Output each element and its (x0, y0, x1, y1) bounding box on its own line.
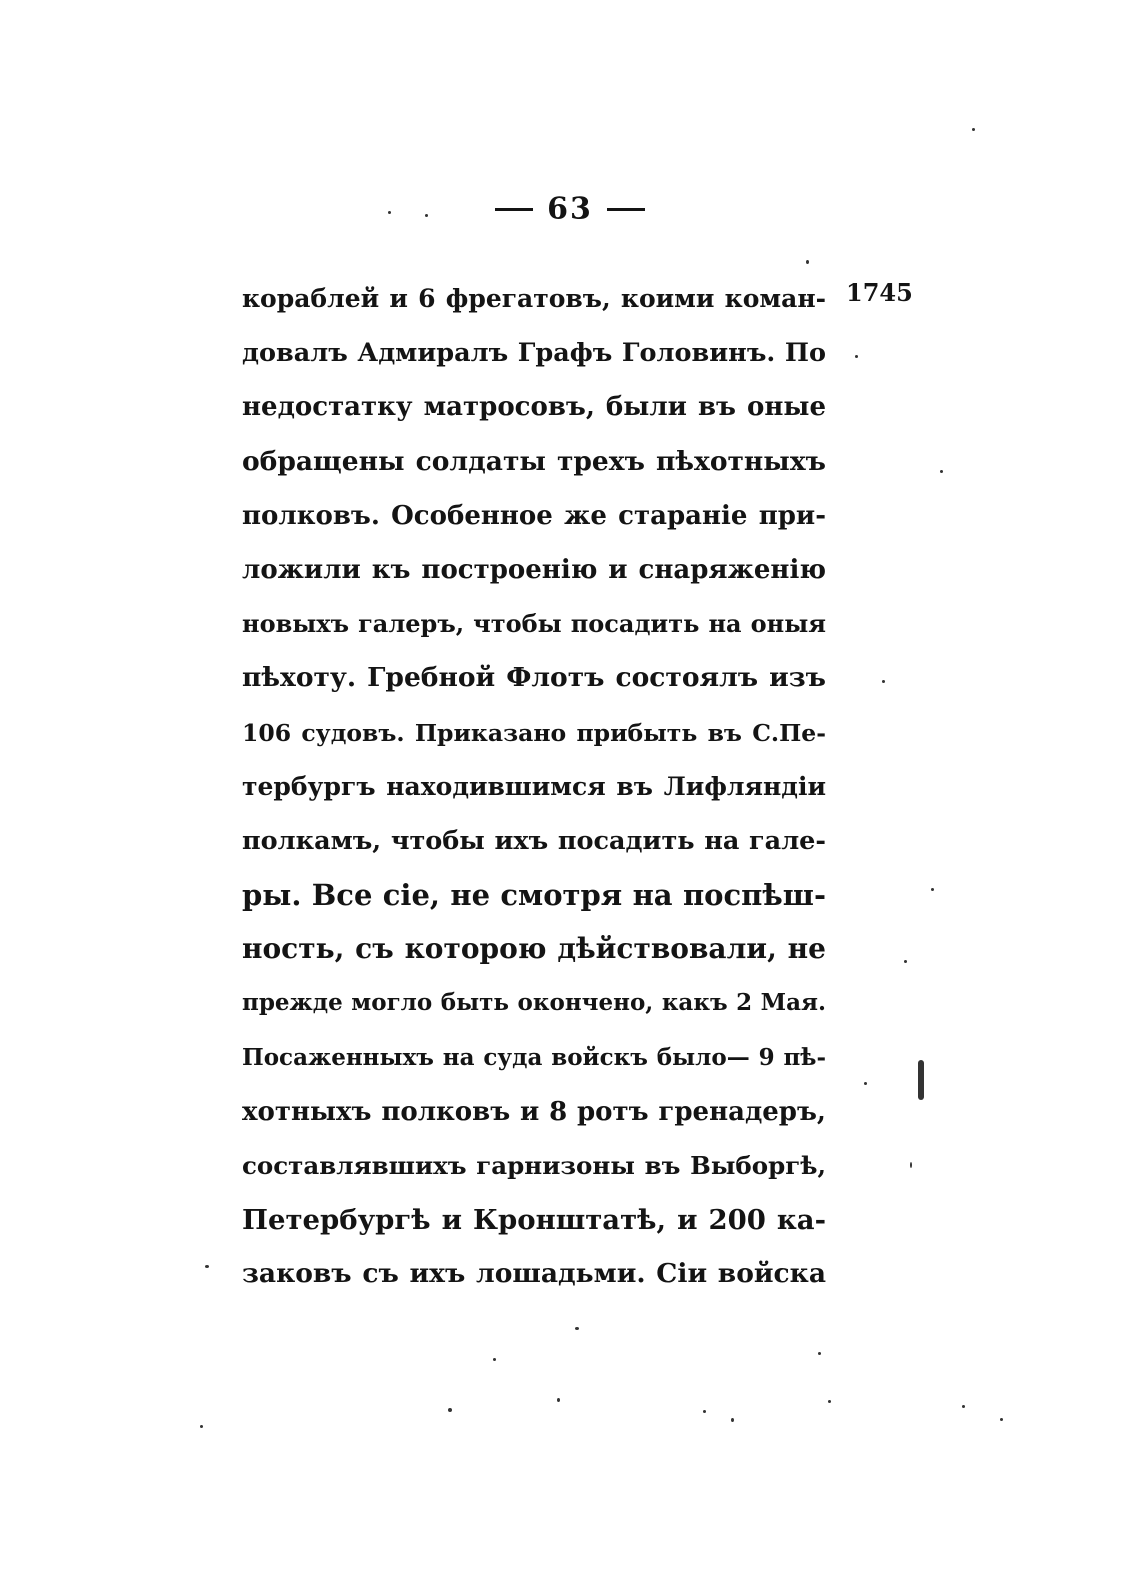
text-line: полкамъ, чтобы ихъ посадить на гале- (242, 825, 826, 856)
scan-speck (828, 1400, 831, 1403)
scan-speck (818, 1352, 821, 1355)
text-line: пѣхоту. Гребной Флотъ состоялъ изъ (242, 662, 826, 694)
scan-speck (388, 211, 391, 214)
page-header (0, 190, 1140, 227)
scan-speck (806, 260, 809, 264)
scan-speck (575, 1327, 579, 1330)
text-line: ложили къ построенію и снаряженію (242, 554, 826, 585)
left-dash (495, 208, 533, 211)
text-line: обращены солдаты трехъ пѣхотныхъ (242, 445, 826, 477)
scan-speck (918, 1060, 924, 1100)
text-line: новыхъ галеръ, чтобы посадить на оныя (242, 609, 826, 639)
text-line: 106 судовъ. Приказано прибыть въ С.Пе- (242, 718, 826, 747)
scan-speck (425, 214, 428, 217)
text-line: полковъ. Особенное же стараніе при- (242, 500, 826, 531)
scan-speck (200, 1425, 203, 1428)
text-line: Посаженныхъ на суда войскъ было— 9 пѣ- (242, 1043, 826, 1071)
scan-speck (910, 1162, 912, 1168)
text-line: составлявшихъ гарнизоны въ Выборгѣ, (242, 1151, 826, 1180)
text-line: довалъ Адмиралъ Графъ Головинъ. По (242, 338, 826, 369)
body-text (242, 272, 826, 1302)
scan-speck (493, 1358, 496, 1361)
page-number: 63 (547, 191, 593, 227)
scan-speck (940, 470, 943, 473)
scan-speck (448, 1408, 452, 1412)
text-line: ры. Все сіе, не смотря на поспѣш- (242, 878, 826, 913)
scan-speck (864, 1082, 867, 1085)
scan-speck (703, 1410, 706, 1413)
scan-speck (904, 960, 907, 963)
text-line: ность, съ которою дѣйствовали, не (242, 932, 826, 966)
scan-speck (972, 128, 975, 131)
scan-speck (731, 1418, 734, 1422)
text-line: недостатку матросовъ, были въ оные (242, 392, 826, 423)
scan-speck (557, 1398, 560, 1402)
scan-speck (882, 680, 885, 683)
scan-speck (962, 1405, 965, 1408)
text-line: хотныхъ полковъ и 8 ротъ гренадеръ, (242, 1096, 826, 1127)
scan-speck (1000, 1418, 1003, 1421)
scan-speck (205, 1265, 209, 1268)
right-dash (607, 208, 645, 211)
text-line: Петербургѣ и Кронштатѣ, и 200 ка- (242, 1204, 826, 1237)
text-line: прежде могло быть окончено, какъ 2 Мая. (242, 989, 826, 1017)
scan-speck (855, 355, 858, 358)
text-line: кораблей и 6 фрегатовъ, коими коман- (242, 284, 826, 313)
scan-speck (931, 888, 934, 891)
margin-year-note: 1745 (846, 278, 913, 307)
text-line: заковъ съ ихъ лошадьми. Сіи войска (242, 1258, 826, 1290)
text-line: тербургъ находившимся въ Лифляндіи (242, 771, 826, 801)
